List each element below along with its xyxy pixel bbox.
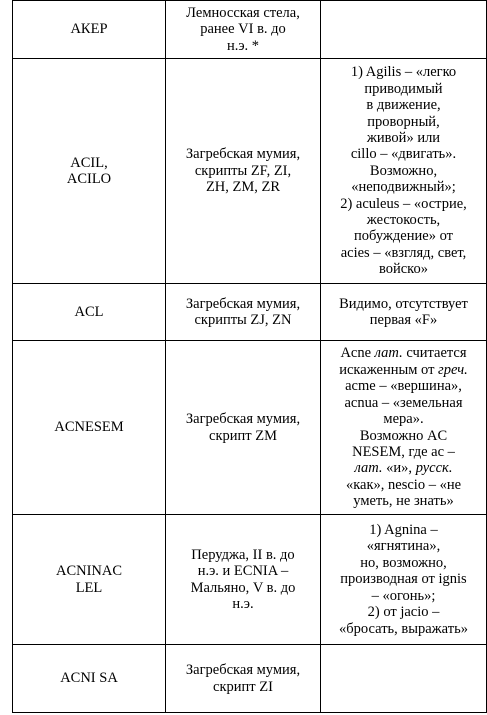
comment-cell: Видимо, отсутствует первая «F»: [321, 284, 487, 341]
comment-cell: Acne лат. считается искаженным от греч. acme – «вершина», acnua – «земельная мера». Возможно AC NESEM, где ac – лат. «и», русск. «как», nescio – «не уметь, не знать»: [321, 341, 487, 515]
comment-cell: [321, 645, 487, 713]
comment-cell: 1) Agilis – «легко приводимый в движение, проворный, живой» или cillo – «двигать». Возможно, «неподвижный»; 2) aculeus – «острие, жестокость, побуждение» от acies – «взгляд, свет, войско»: [321, 59, 487, 284]
source-cell: Загребская мумия, скрипты ZJ, ZN: [166, 284, 321, 341]
comment-cell: 1) Agnina – «ягнятина», но, возможно, производная от ignis – «огонь»; 2) от jacio – «бросать, выражать»: [321, 515, 487, 645]
source-cell: Лемносская стела, ранее VI в. до н.э. *: [166, 1, 321, 59]
source-cell: Загребская мумия, скрипты ZF, ZI, ZH, ZM, ZR: [166, 59, 321, 284]
word-cell: ACL: [13, 284, 166, 341]
source-cell: Загребская мумия, скрипт ZM: [166, 341, 321, 515]
word-cell: ACNI SA: [13, 645, 166, 713]
comment-cell: [321, 1, 487, 59]
source-cell: Загребская мумия, скрипт ZI: [166, 645, 321, 713]
table-row: [13, 59, 487, 284]
word-cell: ACNINAC LEL: [13, 515, 166, 645]
table-row: [13, 515, 487, 645]
table-row: [13, 284, 487, 341]
word-cell: АКЕР: [13, 1, 166, 59]
word-cell: ACNESEM: [13, 341, 166, 515]
table-row: [13, 1, 487, 59]
word-cell: ACIL, ACILO: [13, 59, 166, 284]
table-row: [13, 341, 487, 515]
etruscan-words-table: [12, 0, 487, 713]
source-cell: Перуджа, II в. до н.э. и ECNIA – Мальяно, V в. до н.э.: [166, 515, 321, 645]
table-row: [13, 645, 487, 713]
